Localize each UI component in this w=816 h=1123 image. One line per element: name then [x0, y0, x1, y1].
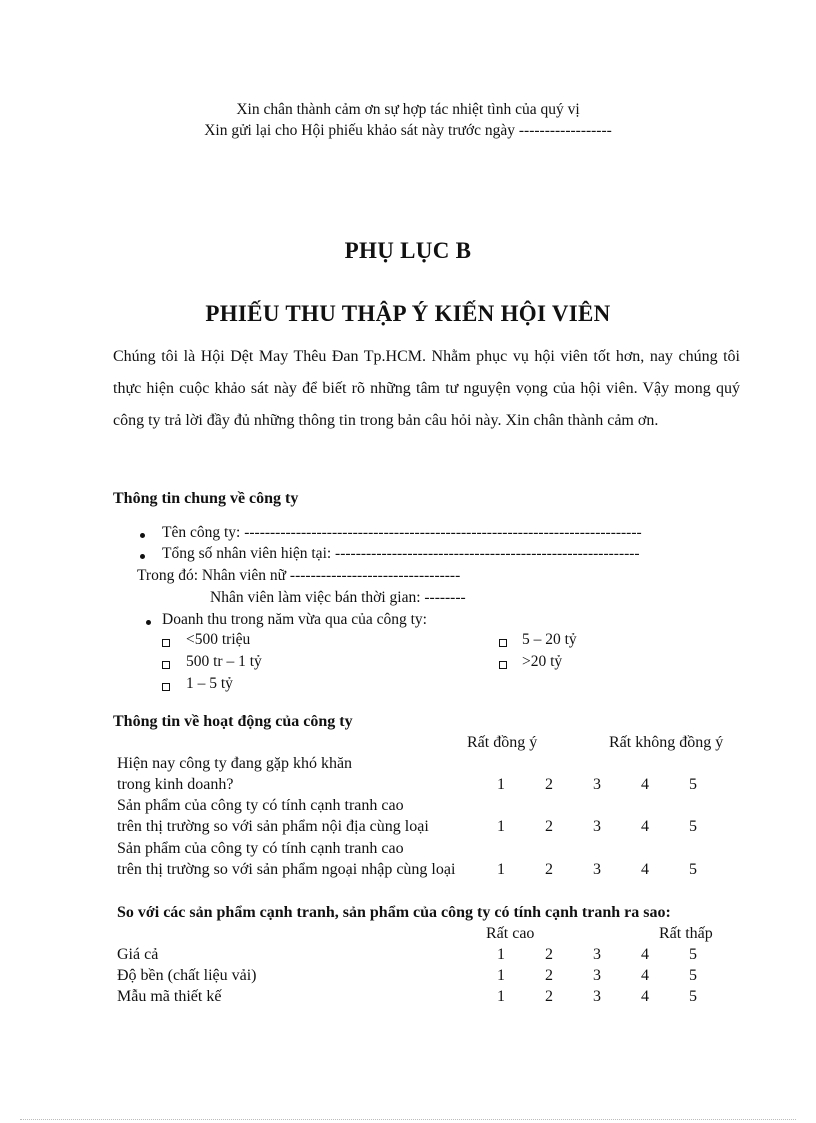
- rating-option[interactable]: 2: [545, 946, 553, 963]
- appendix-title: PHỤ LỤC B: [344, 238, 472, 263]
- scale-left-label: Rất đồng ý: [467, 734, 538, 751]
- rating-option[interactable]: 5: [689, 946, 697, 963]
- rating-option[interactable]: 3: [593, 946, 601, 963]
- scale-right-label: Rất không đồng ý: [609, 734, 724, 751]
- question-line: trong kinh doanh?: [117, 776, 234, 793]
- competition-heading: So với các sản phẩm cạnh tranh, sản phẩm của công ty có tính cạnh tranh ra sao:: [117, 904, 671, 921]
- rating-option[interactable]: 1: [497, 818, 505, 835]
- intro-paragraph: Chúng tôi là Hội Dệt May Thêu Đan Tp.HCM. Nhằm phục vụ hội viên tốt hơn, nay chúng tôi thực hiện cuộc khảo sát này để biết rõ những tâm tư nguyện vọng của hội viên. Vậy mong quý công ty trả lời đầy đủ những thông tin trong bản câu hỏi này. Xin chân thành cảm ơn.: [113, 348, 740, 429]
- bullet-icon: [146, 620, 151, 625]
- rating-option[interactable]: 1: [497, 946, 505, 963]
- rating-option[interactable]: 4: [641, 988, 649, 1005]
- activity-heading: Thông tin về hoạt động của công ty: [113, 713, 353, 730]
- rating-option[interactable]: 4: [641, 776, 649, 793]
- rating-option[interactable]: 4: [641, 861, 649, 878]
- thanks-line-2: Xin gửi lại cho Hội phiếu khảo sát này trước ngày ------------------: [204, 122, 612, 139]
- checkbox-icon[interactable]: [162, 639, 170, 647]
- question-line: Hiện nay công ty đang gặp khó khăn: [117, 755, 353, 772]
- page-bottom-divider: [20, 1119, 796, 1120]
- rating-option[interactable]: 4: [641, 818, 649, 835]
- rating-option[interactable]: 5: [689, 967, 697, 984]
- question-line: Sản phẩm của công ty có tính cạnh tranh cao: [117, 797, 404, 814]
- rating-option[interactable]: 2: [545, 988, 553, 1005]
- rating-option[interactable]: 3: [593, 967, 601, 984]
- rating-option[interactable]: 1: [497, 861, 505, 878]
- question-line: trên thị trường so với sản phẩm nội địa cùng loại: [117, 818, 429, 835]
- checkbox-icon[interactable]: [162, 661, 170, 669]
- rating-option[interactable]: 1: [497, 988, 505, 1005]
- revenue-label: Doanh thu trong năm vừa qua của công ty:: [162, 611, 427, 628]
- rating-option[interactable]: 4: [641, 967, 649, 984]
- revenue-option: >20 tỷ: [522, 653, 563, 670]
- scale-right-label: Rất thấp: [659, 925, 713, 942]
- bullet-icon: [140, 554, 145, 559]
- rating-option[interactable]: 4: [641, 946, 649, 963]
- rating-option[interactable]: 5: [689, 861, 697, 878]
- rating-option[interactable]: 5: [689, 776, 697, 793]
- revenue-option: <500 triệu: [186, 631, 251, 648]
- rating-option[interactable]: 5: [689, 818, 697, 835]
- rating-option[interactable]: 5: [689, 988, 697, 1005]
- checkbox-icon[interactable]: [162, 683, 170, 691]
- general-heading: Thông tin chung về công ty: [113, 490, 299, 507]
- rating-option[interactable]: 3: [593, 988, 601, 1005]
- competition-item: Mẫu mã thiết kế: [117, 988, 222, 1005]
- parttime-staff-field[interactable]: Nhân viên làm việc bán thời gian: --------: [210, 589, 466, 606]
- thanks-line-1: Xin chân thành cảm ơn sự hợp tác nhiệt tình của quý vị: [236, 101, 580, 118]
- question-line: trên thị trường so với sản phẩm ngoại nhập cùng loại: [117, 861, 456, 878]
- competition-item: Độ bền (chất liệu vải): [117, 967, 257, 984]
- question-line: Sản phẩm của công ty có tính cạnh tranh cao: [117, 840, 404, 857]
- rating-option[interactable]: 1: [497, 967, 505, 984]
- checkbox-icon[interactable]: [499, 661, 507, 669]
- rating-option[interactable]: 2: [545, 776, 553, 793]
- female-staff-field[interactable]: Trong đó: Nhân viên nữ ---------------------------------: [137, 567, 461, 584]
- rating-option[interactable]: 2: [545, 967, 553, 984]
- rating-option[interactable]: 3: [593, 818, 601, 835]
- rating-option[interactable]: 3: [593, 861, 601, 878]
- revenue-option: 1 – 5 tỷ: [186, 675, 233, 692]
- revenue-option: 5 – 20 tỷ: [522, 631, 577, 648]
- company-name-field[interactable]: Tên công ty: -----------------------------------------------------------------------------: [162, 524, 642, 541]
- rating-option[interactable]: 1: [497, 776, 505, 793]
- rating-option[interactable]: 2: [545, 818, 553, 835]
- rating-option[interactable]: 2: [545, 861, 553, 878]
- bullet-icon: [140, 533, 145, 538]
- total-staff-field[interactable]: Tổng số nhân viên hiện tại: -----------------------------------------------------------: [162, 545, 640, 562]
- revenue-option: 500 tr – 1 tỷ: [186, 653, 262, 670]
- rating-option[interactable]: 3: [593, 776, 601, 793]
- scale-left-label: Rất cao: [486, 925, 535, 942]
- checkbox-icon[interactable]: [499, 639, 507, 647]
- form-title: PHIẾU THU THẬP Ý KIẾN HỘI VIÊN: [205, 301, 611, 326]
- competition-item: Giá cả: [117, 946, 159, 963]
